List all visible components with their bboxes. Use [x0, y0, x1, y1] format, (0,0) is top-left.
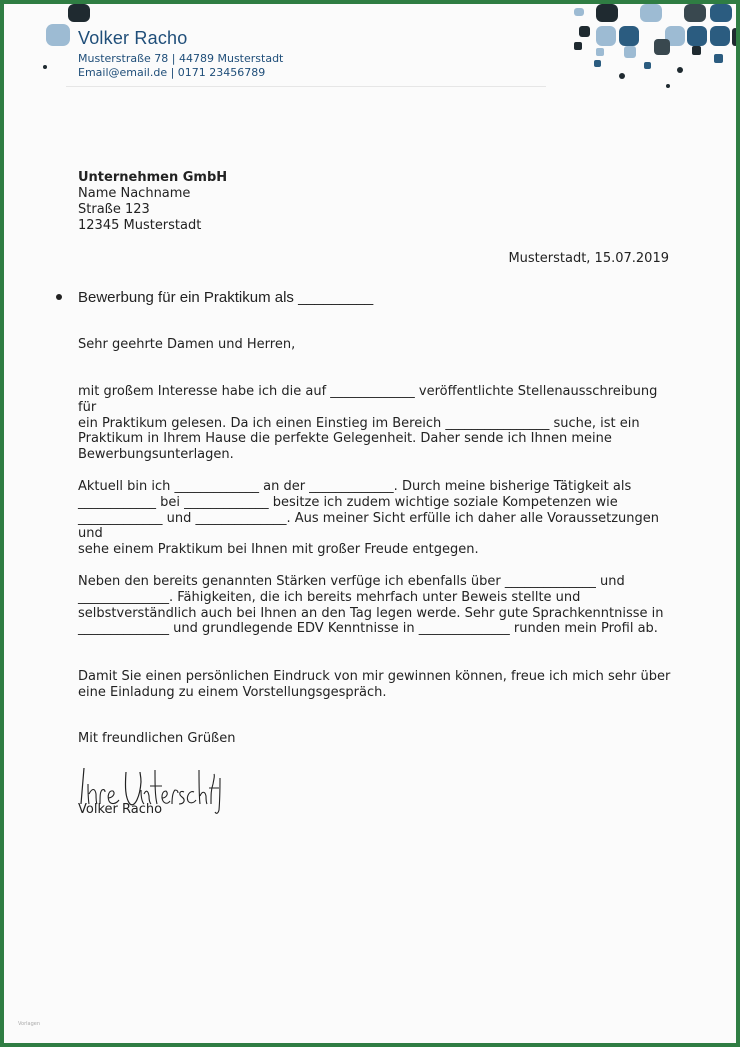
paragraph-line: Aktuell bin ich _____________ an der _____________. Durch meine bisherige Tätigkeit als: [78, 479, 632, 494]
signer-name: Volker Racho: [78, 802, 163, 817]
paragraph-line: Praktikum in Ihrem Hause die perfekte Gelegenheit. Daher sende ich Ihnen meine: [78, 431, 612, 447]
sender-contact: Email@email.de | 0171 23456789: [78, 66, 266, 79]
sender-address: Musterstraße 78 | 44789 Musterstadt: [78, 52, 284, 65]
bullet-icon: [56, 294, 62, 300]
recipient-company: Unternehmen GmbH: [78, 170, 228, 185]
paragraph-1: [78, 384, 678, 463]
letter-date: Musterstadt, 15.07.2019: [508, 251, 669, 266]
paragraph-line: sehe einem Praktikum bei Ihnen mit großer Freude entgegen.: [78, 542, 479, 558]
paragraph-line: _____________ und ______________. Aus meiner Sicht erfülle ich daher alle Voraussetzungen und: [78, 510, 659, 542]
footer-mark: Vorlagen: [18, 1021, 41, 1027]
recipient-street: Straße 123: [78, 202, 150, 217]
paragraph-line: ______________ und grundlegende EDV Kenntnisse in ______________ runden mein Profil ab.: [78, 621, 658, 637]
paragraph-line: ______________. Fähigkeiten, die ich bereits mehrfach unter Beweis stellte und: [78, 589, 581, 605]
letter-page: [4, 4, 736, 1043]
recipient-person: Name Nachname: [78, 186, 191, 201]
paragraph-line: Neben den bereits genannten Stärken verfüge ich ebenfalls über ______________ und: [78, 574, 625, 589]
paragraph-line: ein Praktikum gelesen. Da ich einen Einstieg im Bereich ________________ suche, ist ein: [78, 415, 640, 431]
recipient-city: 12345 Musterstadt: [78, 218, 202, 233]
closing: Mit freundlichen Grüßen: [78, 731, 236, 746]
header-divider: [66, 86, 546, 87]
paragraph-line: Bewerbungsunterlagen.: [78, 447, 234, 463]
sender-name: Volker Racho: [78, 28, 188, 48]
paragraph-line: Damit Sie einen persönlichen Eindruck von mir gewinnen können, freue ich mich sehr über: [78, 669, 671, 684]
salutation: Sehr geehrte Damen und Herren,: [78, 337, 296, 352]
paragraph-line: mit großem Interesse habe ich die auf _____________ veröffentlichte Stellenausschreibung für: [78, 384, 658, 415]
paragraph-line: eine Einladung zu einem Vorstellungsgespräch.: [78, 684, 387, 700]
paragraph-line: selbstverständlich auch bei Ihnen an den Tag legen werde. Sehr gute Sprachkenntnisse in: [78, 605, 664, 621]
letter-subject: Bewerbung für ein Praktikum als _________: [78, 289, 374, 306]
paragraph-line: ____________ bei _____________ besitze ich zudem wichtige soziale Kompetenzen wie: [78, 494, 618, 510]
paragraph-4: [78, 669, 678, 701]
paragraph-3: [78, 574, 678, 637]
paragraph-2: [78, 479, 678, 558]
